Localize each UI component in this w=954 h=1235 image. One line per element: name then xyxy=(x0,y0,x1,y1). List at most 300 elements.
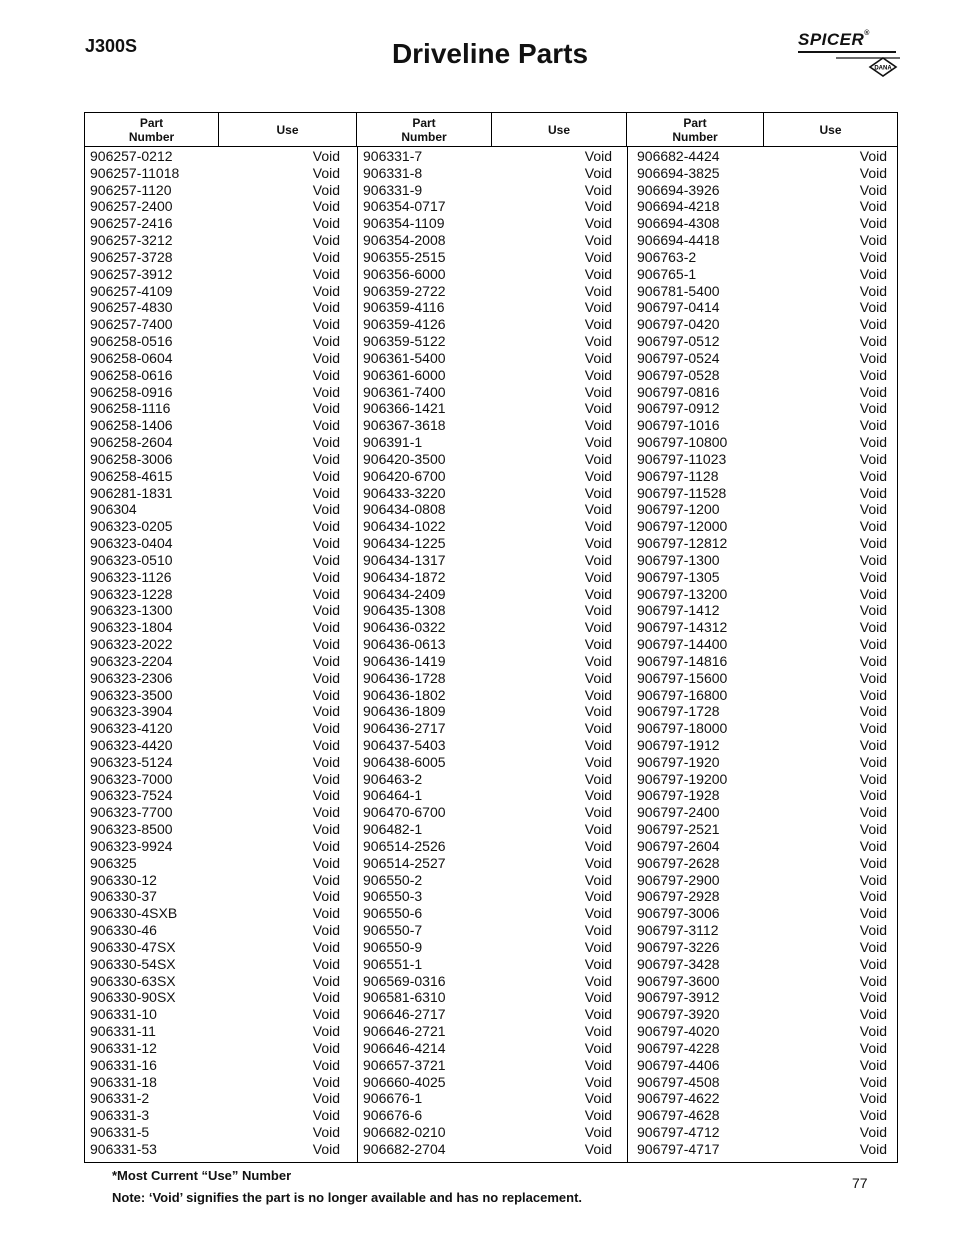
use-cell: Void xyxy=(859,1023,887,1040)
part-number-cell: 906797-0524 xyxy=(637,349,720,366)
part-number-cell: 906797-1920 xyxy=(637,753,720,770)
part-number-cell: 906361-6000 xyxy=(363,366,446,383)
part-number-cell: 906797-16800 xyxy=(637,686,728,703)
table-row xyxy=(90,872,340,889)
table-row xyxy=(90,1006,340,1023)
use-cell: Void xyxy=(859,248,887,265)
use-cell: Void xyxy=(312,232,340,249)
table-row xyxy=(363,720,612,737)
part-number-cell: 906646-2717 xyxy=(363,1006,446,1023)
use-cell: Void xyxy=(312,736,340,753)
header-part-number-2: Part Number xyxy=(357,113,492,146)
use-cell: Void xyxy=(584,972,612,989)
table-row xyxy=(90,804,340,821)
use-cell: Void xyxy=(859,198,887,215)
use-cell: Void xyxy=(312,366,340,383)
use-cell: Void xyxy=(312,703,340,720)
use-cell: Void xyxy=(859,1039,887,1056)
use-cell: Void xyxy=(312,1023,340,1040)
part-number-cell: 906436-2717 xyxy=(363,720,446,737)
part-number-cell: 906331-7 xyxy=(363,148,423,164)
table-row xyxy=(637,299,887,316)
table-row xyxy=(90,922,340,939)
parts-column-2 xyxy=(363,148,612,1158)
table-row xyxy=(637,737,887,754)
part-number-cell: 906258-0516 xyxy=(90,333,173,350)
part-number-cell: 906354-1109 xyxy=(363,215,445,232)
use-cell: Void xyxy=(859,518,887,535)
table-row xyxy=(363,973,612,990)
part-number-cell: 906797-4406 xyxy=(637,1056,720,1073)
use-cell: Void xyxy=(859,282,887,299)
use-cell: Void xyxy=(584,215,612,232)
use-cell: Void xyxy=(584,181,612,198)
page-number: 77 xyxy=(852,1175,868,1191)
table-row xyxy=(90,367,340,384)
use-cell: Void xyxy=(312,333,340,350)
use-cell: Void xyxy=(312,804,340,821)
part-number-cell: 906797-2900 xyxy=(637,871,720,888)
part-number-cell: 906797-0512 xyxy=(637,333,720,350)
part-number-cell: 906435-1308 xyxy=(363,602,446,619)
part-number-cell: 906323-1126 xyxy=(90,568,172,585)
part-number-cell: 906323-3904 xyxy=(90,703,173,720)
part-number-cell: 906323-7000 xyxy=(90,770,173,787)
use-cell: Void xyxy=(312,198,340,215)
part-number-cell: 906331-16 xyxy=(90,1056,157,1073)
use-cell: Void xyxy=(312,1006,340,1023)
use-cell: Void xyxy=(584,349,612,366)
table-row xyxy=(90,653,340,670)
part-number-cell: 906331-18 xyxy=(90,1073,157,1090)
table-row xyxy=(637,1023,887,1040)
part-number-cell: 906797-4508 xyxy=(637,1073,720,1090)
table-row xyxy=(637,232,887,249)
header-part-number-1: Part Number xyxy=(85,113,219,146)
part-number-cell: 906330-54SX xyxy=(90,955,176,972)
part-number-cell: 906331-12 xyxy=(90,1039,157,1056)
table-row xyxy=(637,569,887,586)
use-cell: Void xyxy=(584,1124,612,1141)
part-number-cell: 906420-6700 xyxy=(363,467,446,484)
use-cell: Void xyxy=(312,1090,340,1107)
table-row xyxy=(90,1074,340,1091)
table-row xyxy=(637,787,887,804)
part-number-cell: 906281-1831 xyxy=(90,484,173,501)
table-row xyxy=(637,1006,887,1023)
use-cell: Void xyxy=(312,1140,340,1157)
table-row xyxy=(363,619,612,636)
table-row xyxy=(90,384,340,401)
use-cell: Void xyxy=(312,837,340,854)
table-row xyxy=(363,888,612,905)
part-number-cell: 906797-0420 xyxy=(637,316,720,333)
use-cell: Void xyxy=(312,636,340,653)
use-cell: Void xyxy=(859,854,887,871)
part-number-cell: 906797-0414 xyxy=(637,299,720,316)
table-row xyxy=(363,855,612,872)
use-cell: Void xyxy=(584,501,612,518)
table-row xyxy=(90,670,340,687)
part-number-cell: 906464-1 xyxy=(363,787,423,804)
table-row xyxy=(90,939,340,956)
part-number-cell: 906436-0322 xyxy=(363,619,446,636)
part-number-cell: 906361-7400 xyxy=(363,383,446,400)
table-row xyxy=(90,855,340,872)
table-row xyxy=(90,1124,340,1141)
table-row xyxy=(363,535,612,552)
table-row xyxy=(90,232,340,249)
part-number-cell: 906797-2604 xyxy=(637,837,720,854)
table-row xyxy=(90,821,340,838)
table-row xyxy=(637,973,887,990)
part-number-cell: 906257-0212 xyxy=(90,148,173,164)
part-number-cell: 906797-1305 xyxy=(637,568,720,585)
part-number-cell: 906797-3112 xyxy=(637,922,719,939)
part-number-cell: 906434-1872 xyxy=(363,568,446,585)
use-cell: Void xyxy=(859,703,887,720)
part-number-cell: 906797-12812 xyxy=(637,535,728,552)
part-number-cell: 906797-1928 xyxy=(637,787,720,804)
use-cell: Void xyxy=(312,922,340,939)
part-number-cell: 906258-0616 xyxy=(90,366,173,383)
use-cell: Void xyxy=(859,164,887,181)
use-cell: Void xyxy=(312,1124,340,1141)
table-row xyxy=(363,771,612,788)
use-cell: Void xyxy=(584,652,612,669)
part-number-cell: 906323-5124 xyxy=(90,753,173,770)
use-cell: Void xyxy=(859,1107,887,1124)
table-row xyxy=(637,552,887,569)
use-cell: Void xyxy=(584,467,612,484)
table-row xyxy=(363,787,612,804)
use-cell: Void xyxy=(859,972,887,989)
use-cell: Void xyxy=(312,484,340,501)
part-number-cell: 906258-0604 xyxy=(90,349,173,366)
part-number-cell: 906330-90SX xyxy=(90,989,176,1006)
part-number-cell: 906257-4109 xyxy=(90,282,173,299)
use-cell: Void xyxy=(312,299,340,316)
use-cell: Void xyxy=(859,804,887,821)
part-number-cell: 906434-0808 xyxy=(363,501,446,518)
footnote-current-use: *Most Current “Use” Number xyxy=(112,1168,292,1183)
part-number-cell: 906258-3006 xyxy=(90,450,173,467)
use-cell: Void xyxy=(859,434,887,451)
table-row xyxy=(363,333,612,350)
use-cell: Void xyxy=(312,854,340,871)
part-number-cell: 906550-3 xyxy=(363,888,423,905)
use-cell: Void xyxy=(312,686,340,703)
use-cell: Void xyxy=(584,905,612,922)
table-row xyxy=(363,485,612,502)
part-number-cell: 906434-2409 xyxy=(363,585,446,602)
part-number-cell: 906514-2526 xyxy=(363,837,446,854)
use-cell: Void xyxy=(859,837,887,854)
part-number-cell: 906323-0510 xyxy=(90,551,173,568)
table-row xyxy=(637,518,887,535)
logo-wordmark: SPICER® xyxy=(798,30,870,49)
part-number-cell: 906797-3226 xyxy=(637,938,720,955)
table-row xyxy=(637,434,887,451)
table-row xyxy=(363,1006,612,1023)
part-number-cell: 906257-2416 xyxy=(90,215,173,232)
table-row xyxy=(363,1107,612,1124)
use-cell: Void xyxy=(584,753,612,770)
use-cell: Void xyxy=(312,652,340,669)
part-number-cell: 906797-18000 xyxy=(637,720,728,737)
table-row xyxy=(363,636,612,653)
table-row xyxy=(363,198,612,215)
part-number-cell: 906781-5400 xyxy=(637,282,720,299)
use-cell: Void xyxy=(584,434,612,451)
table-row xyxy=(637,400,887,417)
part-number-cell: 906797-1016 xyxy=(637,417,720,434)
part-number-cell: 906331-53 xyxy=(90,1140,157,1157)
use-cell: Void xyxy=(584,602,612,619)
part-number-cell: 906765-1 xyxy=(637,265,697,282)
table-row xyxy=(363,1141,612,1158)
use-cell: Void xyxy=(859,686,887,703)
table-row xyxy=(363,838,612,855)
part-number-cell: 906323-1228 xyxy=(90,585,173,602)
part-number-cell: 906330-37 xyxy=(90,888,157,905)
use-cell: Void xyxy=(584,955,612,972)
table-row xyxy=(637,602,887,619)
use-cell: Void xyxy=(859,366,887,383)
part-number-cell: 906331-9 xyxy=(363,181,423,198)
table-row xyxy=(90,417,340,434)
use-cell: Void xyxy=(312,551,340,568)
part-number-cell: 906797-2521 xyxy=(637,821,720,838)
parts-table xyxy=(84,112,898,1163)
part-number-cell: 906354-2008 xyxy=(363,232,446,249)
use-cell: Void xyxy=(312,518,340,535)
table-row xyxy=(90,451,340,468)
part-number-cell: 906550-7 xyxy=(363,922,423,939)
use-cell: Void xyxy=(584,232,612,249)
part-number-cell: 906257-7400 xyxy=(90,316,173,333)
part-number-cell: 906330-47SX xyxy=(90,938,176,955)
table-row xyxy=(90,989,340,1006)
part-number-cell: 906437-5403 xyxy=(363,736,446,753)
part-number-cell: 906323-4120 xyxy=(90,720,173,737)
part-number-cell: 906304 xyxy=(90,501,137,518)
part-number-cell: 906797-3428 xyxy=(637,955,720,972)
use-cell: Void xyxy=(584,770,612,787)
use-cell: Void xyxy=(584,551,612,568)
table-row xyxy=(363,165,612,182)
part-number-cell: 906763-2 xyxy=(637,248,697,265)
use-cell: Void xyxy=(584,636,612,653)
use-cell: Void xyxy=(584,686,612,703)
table-row xyxy=(90,602,340,619)
use-cell: Void xyxy=(584,417,612,434)
use-cell: Void xyxy=(584,198,612,215)
table-row xyxy=(637,922,887,939)
use-cell: Void xyxy=(312,400,340,417)
header-use-2: Use xyxy=(492,113,627,146)
use-cell: Void xyxy=(859,148,887,164)
table-row xyxy=(90,485,340,502)
table-row xyxy=(637,989,887,1006)
use-cell: Void xyxy=(312,1039,340,1056)
part-number-cell: 906323-2306 xyxy=(90,669,173,686)
parts-column-1 xyxy=(90,148,340,1158)
use-cell: Void xyxy=(859,1140,887,1157)
part-number-cell: 906331-11 xyxy=(90,1023,156,1040)
part-number-cell: 906797-3006 xyxy=(637,905,720,922)
column-divider xyxy=(627,146,628,1162)
table-row xyxy=(90,266,340,283)
part-number-cell: 906323-2022 xyxy=(90,636,173,653)
use-cell: Void xyxy=(859,619,887,636)
table-row xyxy=(90,535,340,552)
table-row xyxy=(363,232,612,249)
part-number-cell: 906694-3825 xyxy=(637,164,720,181)
part-number-cell: 906797-1200 xyxy=(637,501,720,518)
part-number-cell: 906434-1317 xyxy=(363,551,446,568)
part-number-cell: 906436-0613 xyxy=(363,636,446,653)
table-row xyxy=(363,989,612,1006)
use-cell: Void xyxy=(312,467,340,484)
part-number-cell: 906355-2515 xyxy=(363,248,446,265)
use-cell: Void xyxy=(312,215,340,232)
part-number-cell: 906797-1300 xyxy=(637,551,720,568)
part-number-cell: 906366-1421 xyxy=(363,400,446,417)
part-number-cell: 906257-1120 xyxy=(90,181,172,198)
table-row xyxy=(637,215,887,232)
table-row xyxy=(90,1107,340,1124)
use-cell: Void xyxy=(859,1056,887,1073)
use-cell: Void xyxy=(584,1073,612,1090)
table-row xyxy=(637,283,887,300)
part-number-cell: 906694-4218 xyxy=(637,198,720,215)
use-cell: Void xyxy=(312,248,340,265)
table-row xyxy=(90,636,340,653)
table-row xyxy=(637,1074,887,1091)
use-cell: Void xyxy=(312,602,340,619)
use-cell: Void xyxy=(584,1107,612,1124)
part-number-cell: 906323-1804 xyxy=(90,619,173,636)
table-row xyxy=(90,552,340,569)
use-cell: Void xyxy=(312,770,340,787)
use-cell: Void xyxy=(584,1039,612,1056)
part-number-cell: 906354-0717 xyxy=(363,198,446,215)
table-row xyxy=(363,215,612,232)
use-cell: Void xyxy=(312,669,340,686)
use-cell: Void xyxy=(859,652,887,669)
use-cell: Void xyxy=(859,568,887,585)
table-row xyxy=(90,148,340,165)
table-row xyxy=(363,569,612,586)
use-cell: Void xyxy=(312,383,340,400)
use-cell: Void xyxy=(312,434,340,451)
part-number-cell: 906797-4717 xyxy=(637,1140,720,1157)
table-row xyxy=(637,619,887,636)
table-row xyxy=(637,367,887,384)
use-cell: Void xyxy=(584,568,612,585)
table-row xyxy=(363,922,612,939)
table-row xyxy=(90,1040,340,1057)
table-row xyxy=(637,468,887,485)
use-cell: Void xyxy=(859,888,887,905)
table-row xyxy=(363,586,612,603)
part-number-cell: 906581-6310 xyxy=(363,989,446,1006)
table-row xyxy=(637,266,887,283)
table-row xyxy=(90,619,340,636)
part-number-cell: 906330-4SXB xyxy=(90,905,178,922)
use-cell: Void xyxy=(584,282,612,299)
use-cell: Void xyxy=(859,417,887,434)
table-row xyxy=(90,754,340,771)
table-row xyxy=(637,956,887,973)
use-cell: Void xyxy=(584,316,612,333)
part-number-cell: 906438-6005 xyxy=(363,753,446,770)
part-number-cell: 906436-1809 xyxy=(363,703,446,720)
use-cell: Void xyxy=(312,450,340,467)
part-number-cell: 906797-1412 xyxy=(637,602,720,619)
part-number-cell: 906797-14816 xyxy=(637,652,728,669)
part-number-cell: 906436-1419 xyxy=(363,652,446,669)
part-number-cell: 906323-0205 xyxy=(90,518,173,535)
header-use-3: Use xyxy=(819,122,842,137)
part-number-cell: 906797-4628 xyxy=(637,1107,720,1124)
table-row xyxy=(363,1057,612,1074)
table-row xyxy=(637,1141,887,1158)
part-number-cell: 906331-5 xyxy=(90,1124,150,1141)
part-number-cell: 906660-4025 xyxy=(363,1073,446,1090)
table-row xyxy=(363,468,612,485)
table-row xyxy=(637,939,887,956)
use-cell: Void xyxy=(584,333,612,350)
part-number-cell: 906323-8500 xyxy=(90,821,173,838)
table-row xyxy=(90,249,340,266)
table-row xyxy=(363,939,612,956)
use-cell: Void xyxy=(859,1006,887,1023)
table-row xyxy=(90,703,340,720)
use-cell: Void xyxy=(584,1140,612,1157)
use-cell: Void xyxy=(584,450,612,467)
table-row xyxy=(363,687,612,704)
table-row xyxy=(90,888,340,905)
use-cell: Void xyxy=(859,349,887,366)
part-number-cell: 906682-2704 xyxy=(363,1140,446,1157)
table-row xyxy=(637,771,887,788)
use-cell: Void xyxy=(859,602,887,619)
part-number-cell: 906797-14312 xyxy=(637,619,728,636)
table-row xyxy=(637,535,887,552)
table-row xyxy=(90,787,340,804)
table-row xyxy=(363,703,612,720)
use-cell: Void xyxy=(859,938,887,955)
table-row xyxy=(363,350,612,367)
part-number-cell: 906797-10800 xyxy=(637,434,728,451)
table-row xyxy=(363,182,612,199)
table-row xyxy=(90,182,340,199)
table-row xyxy=(90,434,340,451)
use-cell: Void xyxy=(584,1006,612,1023)
use-cell: Void xyxy=(859,215,887,232)
table-row xyxy=(363,1124,612,1141)
part-number-cell: 906323-7700 xyxy=(90,804,173,821)
use-cell: Void xyxy=(312,164,340,181)
part-number-cell: 906694-4418 xyxy=(637,232,720,249)
table-row xyxy=(90,165,340,182)
table-row xyxy=(637,333,887,350)
part-number-cell: 906797-2928 xyxy=(637,888,720,905)
column-divider xyxy=(357,146,358,1162)
part-number-cell: 906797-0528 xyxy=(637,366,720,383)
